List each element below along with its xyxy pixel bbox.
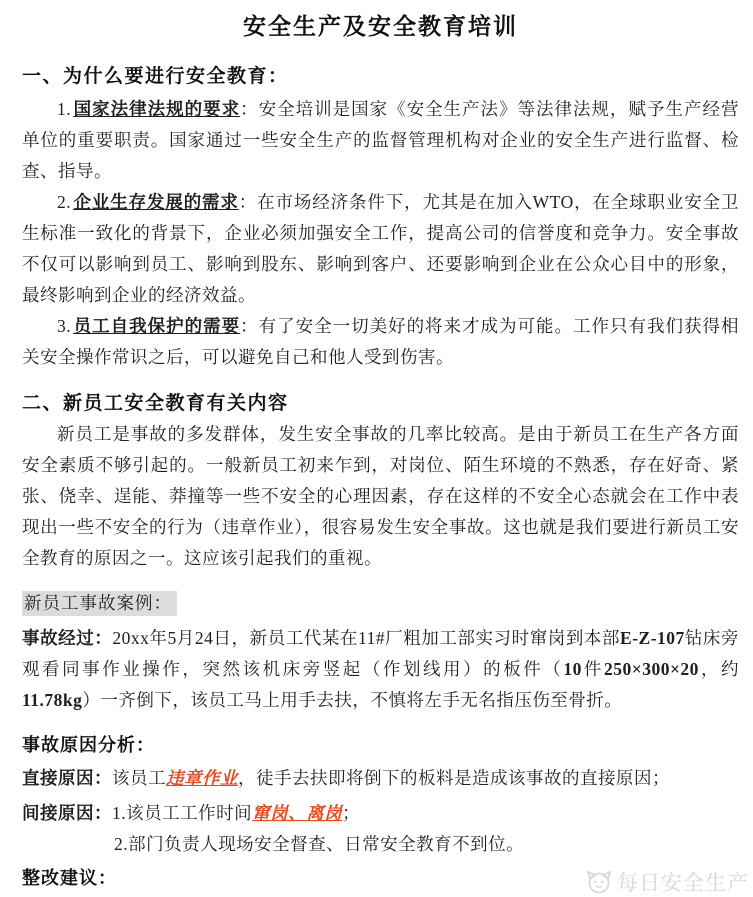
paragraph-self-protection	[22, 311, 739, 373]
item-colon: ：	[240, 99, 259, 119]
paragraph-law-requirement	[22, 94, 739, 187]
violation-term: 违章作业	[166, 768, 238, 788]
absence-term: 窜岗、离岗	[252, 803, 343, 823]
plate-weight: 11.78kg	[22, 690, 83, 710]
item-number: 3.	[57, 316, 72, 336]
watermark	[586, 867, 749, 897]
incident-text: ）一齐倒下，该员工马上用手去扶，不慎将左手无名指压伤至骨折。	[82, 690, 623, 710]
machine-code: E-Z-107	[620, 628, 685, 648]
plate-count: 10	[563, 659, 582, 679]
indirect-cause-label: 间接原因：	[22, 803, 112, 823]
direct-cause-label: 直接原因：	[22, 768, 112, 788]
suggestion-heading: 整改建议：	[22, 868, 117, 888]
paragraph-enterprise-need	[22, 187, 739, 311]
direct-cause-text: 该员工	[112, 768, 166, 788]
incident-text: 件	[581, 659, 604, 679]
incident-label: 事故经过：	[22, 628, 113, 648]
item-text: 安全培训是国家《安全生产法》等法律法规，赋予生产经营单位的重要职责。国家通过一些安全生产的监督管理机构对企业的安全生产进行监督、检查、指导。	[22, 99, 740, 181]
item-colon: ：	[238, 192, 258, 212]
analysis-heading: 事故原因分析：	[22, 735, 155, 755]
section1-heading: 一、为什么要进行安全教育：	[22, 66, 289, 87]
item-number: 1.	[57, 99, 72, 119]
indirect-item-1-end: ；	[342, 803, 361, 823]
indirect-item-1: 1.该员工工作时间	[112, 803, 253, 823]
page-title: 安全生产及安全教育培训	[243, 14, 518, 39]
section2-heading: 二、新员工安全教育有关内容	[22, 393, 289, 414]
paragraph-new-employee-intro: 新员工是事故的多发群体，发生安全事故的几率比较高。是由于新员工在生产各方面安全素质不够引起的。一般新员工初来乍到，对岗位、陌生环境的不熟悉，存在好奇、紧张、侥幸、逞能、莽撞等一些不安全的心理因素，存在这样的不安全心态就会在工作中表现出一些不安全的行为（违章作业），很容易发生安全事故。这也就是我们要进行新员工安全教育的原因之一。这应该引起我们的重视。	[22, 424, 739, 568]
paragraph-direct-cause	[22, 763, 739, 794]
watermark-logo-icon	[586, 869, 612, 895]
paragraph-indirect-cause	[22, 798, 739, 860]
incident-text: 20xx年5月24日，新员工代某在11#厂粗加工部实习时窜岗到本部	[112, 628, 621, 648]
incident-text: ，约	[698, 659, 740, 679]
plate-dimensions: 250×300×20	[603, 659, 699, 679]
item-term: 国家法律法规的要求	[73, 99, 241, 119]
item-colon: ：	[240, 316, 259, 336]
item-term: 员工自我保护的需要	[73, 316, 241, 336]
direct-cause-text: ，徒手去扶即将倒下的板料是造成该事故的直接原因；	[238, 768, 670, 788]
item-term: 企业生存发展的需求	[73, 192, 239, 212]
indirect-item-2: 2.部门负责人现场安全督查、日常安全教育不到位。	[114, 834, 525, 854]
case-heading	[22, 590, 739, 615]
item-number: 2.	[57, 192, 72, 212]
case-heading-text: 新员工事故案例：	[22, 591, 177, 616]
watermark-text: 每日安全生产	[617, 871, 749, 895]
incident-text: 钻床旁观看同事作业操作，突然该机床旁竖起（作划线用）的板件（	[22, 628, 740, 679]
item-text: 在市场经济条件下，尤其是在加入WTO，在全球职业安全卫生标准一致化的背景下，企业必须加强安全工作，提高公司的信誉度和竞争力。安全事故不仅可以影响到员工、影响到股东、影响到客户、还要影响到企业在公众心目中的形象，最终影响到企业的经济效益。	[22, 192, 740, 305]
item-text: 有了安全一切美好的将来才成为可能。工作只有我们获得相关安全操作常识之后，可以避免自己和他人受到伤害。	[22, 316, 740, 367]
paragraph-incident	[22, 623, 739, 716]
